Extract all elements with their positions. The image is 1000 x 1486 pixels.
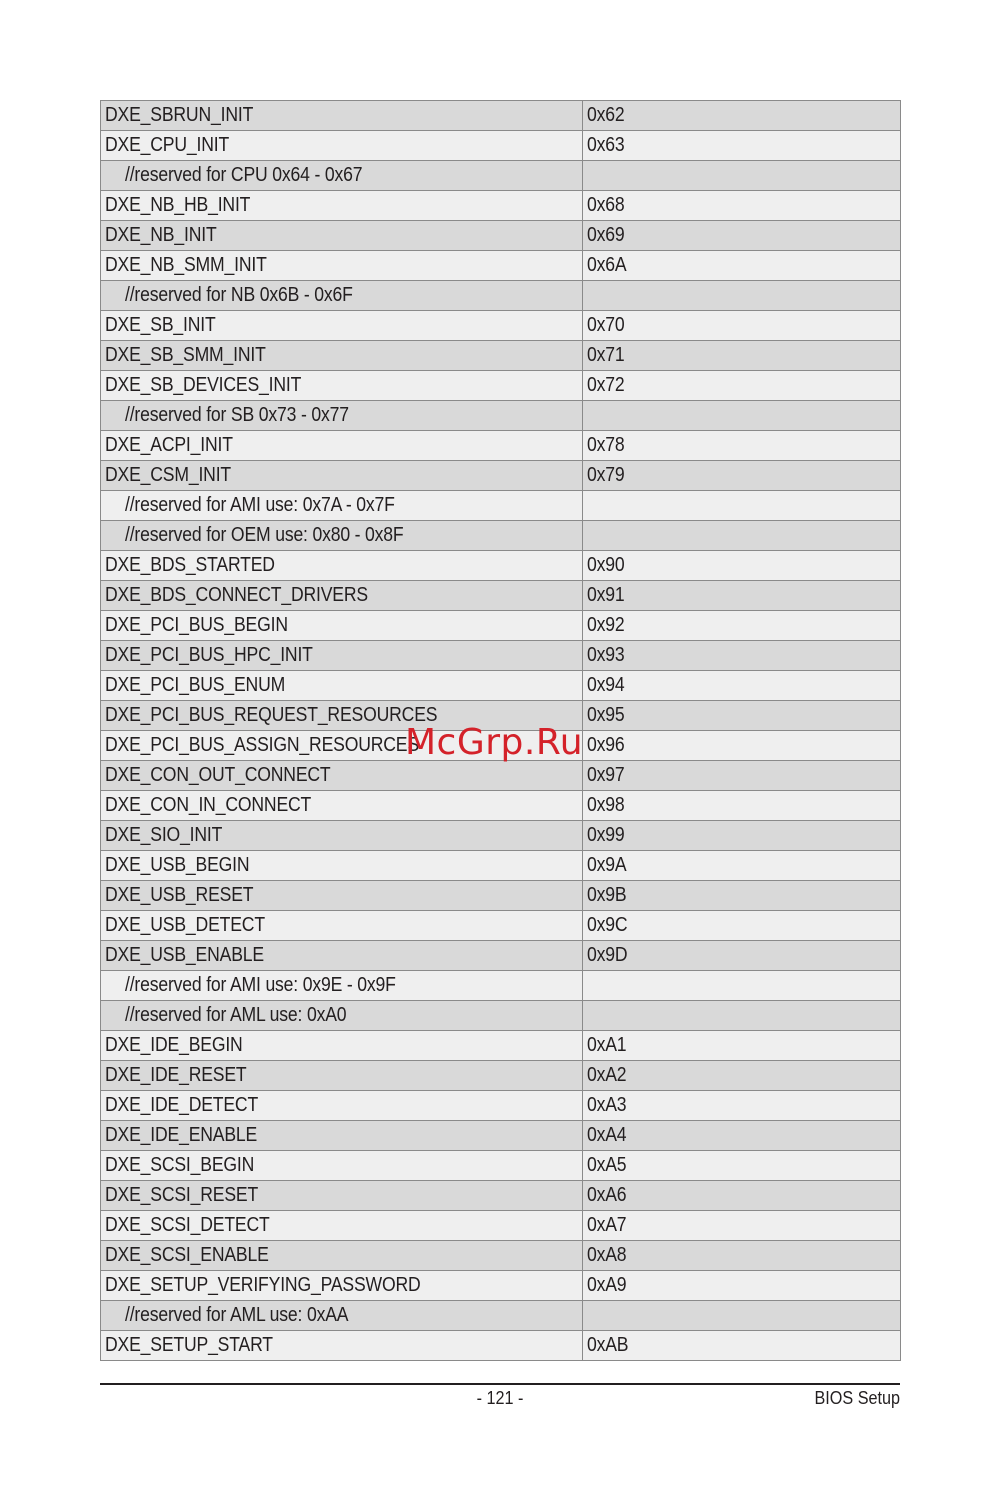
checkpoint-code: 0x90	[587, 554, 625, 576]
footer-rule	[100, 1383, 900, 1385]
checkpoint-name: DXE_SB_INIT	[105, 314, 216, 336]
table-row	[101, 611, 901, 641]
checkpoint-name: DXE_PCI_BUS_BEGIN	[105, 614, 288, 636]
page-number-text: - 121 -	[476, 1388, 524, 1408]
table-row	[101, 131, 901, 161]
checkpoint-name-cell	[101, 821, 583, 851]
checkpoint-name: DXE_CON_OUT_CONNECT	[105, 764, 331, 786]
checkpoint-name: DXE_SETUP_VERIFYING_PASSWORD	[105, 1274, 421, 1296]
checkpoint-code-cell	[583, 1181, 901, 1211]
table-row	[101, 971, 901, 1001]
checkpoint-name: DXE_NB_SMM_INIT	[105, 254, 267, 276]
checkpoint-code: 0x79	[587, 464, 625, 486]
checkpoint-code-cell	[583, 1151, 901, 1181]
checkpoint-code-cell	[583, 761, 901, 791]
checkpoint-code-cell	[583, 551, 901, 581]
table-row	[101, 491, 901, 521]
checkpoint-code-cell	[583, 821, 901, 851]
checkpoint-code: 0xA3	[587, 1094, 627, 1116]
checkpoint-code-cell	[583, 791, 901, 821]
table-row	[101, 791, 901, 821]
checkpoint-code: 0x62	[587, 104, 625, 126]
checkpoint-name: DXE_ACPI_INIT	[105, 434, 233, 456]
checkpoint-name-cell	[101, 551, 583, 581]
table-row	[101, 191, 901, 221]
checkpoint-name: DXE_IDE_BEGIN	[105, 1034, 243, 1056]
table-row	[101, 461, 901, 491]
checkpoint-code-cell	[583, 1211, 901, 1241]
table-row	[101, 941, 901, 971]
checkpoint-name: DXE_USB_RESET	[105, 884, 254, 906]
checkpoint-code-cell	[583, 851, 901, 881]
checkpoint-code-cell	[583, 641, 901, 671]
checkpoint-code-cell	[583, 701, 901, 731]
checkpoint-name-cell	[101, 191, 583, 221]
checkpoint-code-cell	[583, 971, 901, 1001]
checkpoint-name-cell	[101, 1031, 583, 1061]
checkpoint-code: 0x68	[587, 194, 625, 216]
checkpoint-name-cell	[101, 761, 583, 791]
checkpoint-name: //reserved for AML use: 0xAA	[125, 1304, 349, 1326]
checkpoint-name: DXE_NB_HB_INIT	[105, 194, 251, 216]
checkpoint-name-cell	[101, 101, 583, 131]
checkpoint-name: //reserved for OEM use: 0x80 - 0x8F	[125, 524, 404, 546]
table-body	[101, 101, 901, 1361]
table-row	[101, 311, 901, 341]
checkpoint-name-cell	[101, 1301, 583, 1331]
table-row	[101, 161, 901, 191]
checkpoint-name: DXE_NB_INIT	[105, 224, 217, 246]
checkpoint-name-cell	[101, 341, 583, 371]
checkpoint-code: 0x78	[587, 434, 625, 456]
checkpoint-name: DXE_CON_IN_CONNECT	[105, 794, 312, 816]
checkpoint-name: DXE_SCSI_ENABLE	[105, 1244, 269, 1266]
table-row	[101, 701, 901, 731]
checkpoint-name: DXE_SCSI_RESET	[105, 1184, 259, 1206]
checkpoint-name: DXE_SBRUN_INIT	[105, 104, 254, 126]
checkpoint-code: 0x71	[587, 344, 625, 366]
table-row	[101, 1211, 901, 1241]
table-row	[101, 671, 901, 701]
checkpoint-code: 0x94	[587, 674, 625, 696]
checkpoint-name: DXE_SB_SMM_INIT	[105, 344, 266, 366]
checkpoint-code-cell	[583, 251, 901, 281]
checkpoint-name-cell	[101, 1091, 583, 1121]
checkpoint-code-cell	[583, 1241, 901, 1271]
checkpoint-name: DXE_USB_ENABLE	[105, 944, 264, 966]
checkpoint-name-cell	[101, 731, 583, 761]
checkpoint-code-cell	[583, 611, 901, 641]
checkpoint-code: 0x95	[587, 704, 625, 726]
table-row	[101, 1091, 901, 1121]
watermark: McGrp.Ru	[405, 722, 584, 763]
checkpoint-code-cell	[583, 461, 901, 491]
checkpoint-name-cell	[101, 1121, 583, 1151]
table-row	[101, 911, 901, 941]
checkpoint-code: 0x99	[587, 824, 625, 846]
table-row	[101, 371, 901, 401]
checkpoint-code-cell	[583, 941, 901, 971]
section-name-text: BIOS Setup	[814, 1388, 900, 1408]
checkpoint-name: //reserved for CPU 0x64 - 0x67	[125, 164, 363, 186]
checkpoint-code-cell	[583, 1091, 901, 1121]
table-row	[101, 1031, 901, 1061]
table-row	[101, 551, 901, 581]
checkpoint-name: DXE_BDS_CONNECT_DRIVERS	[105, 584, 368, 606]
checkpoint-name: //reserved for SB 0x73 - 0x77	[125, 404, 349, 426]
checkpoint-name-cell	[101, 1061, 583, 1091]
checkpoint-code: 0x91	[587, 584, 625, 606]
checkpoint-name-cell	[101, 131, 583, 161]
checkpoint-name: DXE_SCSI_BEGIN	[105, 1154, 255, 1176]
checkpoint-name: //reserved for NB 0x6B - 0x6F	[125, 284, 353, 306]
checkpoint-code: 0xA7	[587, 1214, 627, 1236]
checkpoint-code: 0x92	[587, 614, 625, 636]
table-row	[101, 1061, 901, 1091]
checkpoint-name: DXE_SCSI_DETECT	[105, 1214, 270, 1236]
checkpoint-code-cell	[583, 521, 901, 551]
checkpoint-name-cell	[101, 911, 583, 941]
checkpoint-code: 0xA9	[587, 1274, 627, 1296]
checkpoint-code: 0x69	[587, 224, 625, 246]
checkpoint-code: 0xA5	[587, 1154, 627, 1176]
table-row	[101, 761, 901, 791]
checkpoint-code-cell	[583, 1271, 901, 1301]
checkpoint-code-cell	[583, 731, 901, 761]
checkpoint-code: 0x98	[587, 794, 625, 816]
table-row	[101, 251, 901, 281]
checkpoint-code: 0x93	[587, 644, 625, 666]
checkpoint-name: DXE_PCI_BUS_ENUM	[105, 674, 286, 696]
checkpoint-code: 0xA4	[587, 1124, 627, 1146]
table-row	[101, 1271, 901, 1301]
checkpoint-name-cell	[101, 311, 583, 341]
checkpoint-code-cell	[583, 431, 901, 461]
checkpoint-code: 0x6A	[587, 254, 627, 276]
checkpoint-code: 0x63	[587, 134, 625, 156]
checkpoint-code-cell	[583, 911, 901, 941]
checkpoint-code-cell	[583, 1061, 901, 1091]
checkpoint-name-cell	[101, 251, 583, 281]
checkpoint-code-cell	[583, 221, 901, 251]
checkpoint-name-cell	[101, 161, 583, 191]
table-row	[101, 881, 901, 911]
table-row	[101, 731, 901, 761]
checkpoint-code-cell	[583, 161, 901, 191]
checkpoint-code: 0xA2	[587, 1064, 627, 1086]
checkpoint-name-cell	[101, 461, 583, 491]
checkpoint-code: 0x97	[587, 764, 625, 786]
checkpoint-code-cell	[583, 101, 901, 131]
table-row	[101, 401, 901, 431]
table-row	[101, 521, 901, 551]
checkpoint-name: DXE_PCI_BUS_ASSIGN_RESOURCES	[105, 734, 419, 756]
checkpoint-name-cell	[101, 491, 583, 521]
checkpoint-name: DXE_USB_BEGIN	[105, 854, 250, 876]
checkpoint-code-cell	[583, 131, 901, 161]
table-row	[101, 221, 901, 251]
section-name	[805, 1388, 900, 1409]
table-row	[101, 341, 901, 371]
table-row	[101, 641, 901, 671]
checkpoint-name: DXE_IDE_ENABLE	[105, 1124, 258, 1146]
checkpoint-name-cell	[101, 431, 583, 461]
checkpoint-code: 0xAB	[587, 1334, 629, 1356]
checkpoint-name-cell	[101, 371, 583, 401]
table-row	[101, 581, 901, 611]
checkpoint-name-cell	[101, 1241, 583, 1271]
checkpoint-name: DXE_SIO_INIT	[105, 824, 223, 846]
checkpoint-code: 0x70	[587, 314, 625, 336]
checkpoint-code: 0x9C	[587, 914, 628, 936]
checkpoint-name: DXE_PCI_BUS_HPC_INIT	[105, 644, 313, 666]
checkpoint-code-cell	[583, 311, 901, 341]
checkpoint-code-cell	[583, 881, 901, 911]
checkpoint-code-cell	[583, 281, 901, 311]
checkpoint-name: DXE_CSM_INIT	[105, 464, 232, 486]
checkpoint-name-cell	[101, 221, 583, 251]
checkpoint-name-cell	[101, 401, 583, 431]
table-row	[101, 1241, 901, 1271]
checkpoint-name-cell	[101, 641, 583, 671]
checkpoint-name: DXE_IDE_RESET	[105, 1064, 247, 1086]
table-row	[101, 1331, 901, 1361]
checkpoint-code-cell	[583, 1331, 901, 1361]
checkpoint-code-cell	[583, 191, 901, 221]
checkpoint-code-cell	[583, 401, 901, 431]
checkpoint-code: 0x96	[587, 734, 625, 756]
checkpoint-code-cell	[583, 1001, 901, 1031]
table-row	[101, 1001, 901, 1031]
table-row	[101, 431, 901, 461]
checkpoint-name: //reserved for AMI use: 0x7A - 0x7F	[125, 494, 395, 516]
checkpoint-code-cell	[583, 581, 901, 611]
checkpoint-name-cell	[101, 881, 583, 911]
checkpoint-code: 0x9B	[587, 884, 627, 906]
checkpoint-name: DXE_PCI_BUS_REQUEST_RESOURCES	[105, 704, 438, 726]
checkpoint-name-cell	[101, 581, 583, 611]
checkpoint-code-cell	[583, 1031, 901, 1061]
checkpoint-code: 0xA8	[587, 1244, 627, 1266]
checkpoint-code: 0x72	[587, 374, 625, 396]
checkpoint-name-cell	[101, 671, 583, 701]
checkpoint-name-cell	[101, 941, 583, 971]
checkpoint-code-cell	[583, 1301, 901, 1331]
table-row	[101, 281, 901, 311]
table-row	[101, 1181, 901, 1211]
checkpoint-name: DXE_IDE_DETECT	[105, 1094, 259, 1116]
table-row	[101, 101, 901, 131]
checkpoint-name: DXE_USB_DETECT	[105, 914, 265, 936]
checkpoint-name-cell	[101, 971, 583, 1001]
checkpoint-code-cell	[583, 491, 901, 521]
checkpoint-name: DXE_SETUP_START	[105, 1334, 273, 1356]
checkpoint-name: DXE_SB_DEVICES_INIT	[105, 374, 302, 396]
checkpoint-name-cell	[101, 1271, 583, 1301]
checkpoint-code-cell	[583, 341, 901, 371]
checkpoint-name-cell	[101, 791, 583, 821]
checkpoint-name: DXE_CPU_INIT	[105, 134, 230, 156]
checkpoint-name: DXE_BDS_STARTED	[105, 554, 275, 576]
checkpoint-name-cell	[101, 1181, 583, 1211]
post-code-table	[100, 100, 901, 1361]
checkpoint-code: 0x9A	[587, 854, 627, 876]
table-row	[101, 821, 901, 851]
checkpoint-code: 0x9D	[587, 944, 628, 966]
table-row	[101, 1121, 901, 1151]
checkpoint-name-cell	[101, 701, 583, 731]
checkpoint-name-cell	[101, 611, 583, 641]
checkpoint-name-cell	[101, 1001, 583, 1031]
checkpoint-name-cell	[101, 281, 583, 311]
checkpoint-name-cell	[101, 851, 583, 881]
checkpoint-code: 0xA1	[587, 1034, 627, 1056]
checkpoint-name-cell	[101, 521, 583, 551]
checkpoint-name-cell	[101, 1331, 583, 1361]
table-row	[101, 1151, 901, 1181]
checkpoint-code-cell	[583, 671, 901, 701]
checkpoint-code-cell	[583, 1121, 901, 1151]
checkpoint-name: //reserved for AMI use: 0x9E - 0x9F	[125, 974, 396, 996]
checkpoint-name: //reserved for AML use: 0xA0	[125, 1004, 347, 1026]
checkpoint-code-cell	[583, 371, 901, 401]
table-row	[101, 1301, 901, 1331]
table-row	[101, 851, 901, 881]
checkpoint-code: 0xA6	[587, 1184, 627, 1206]
checkpoint-name-cell	[101, 1151, 583, 1181]
checkpoint-name-cell	[101, 1211, 583, 1241]
